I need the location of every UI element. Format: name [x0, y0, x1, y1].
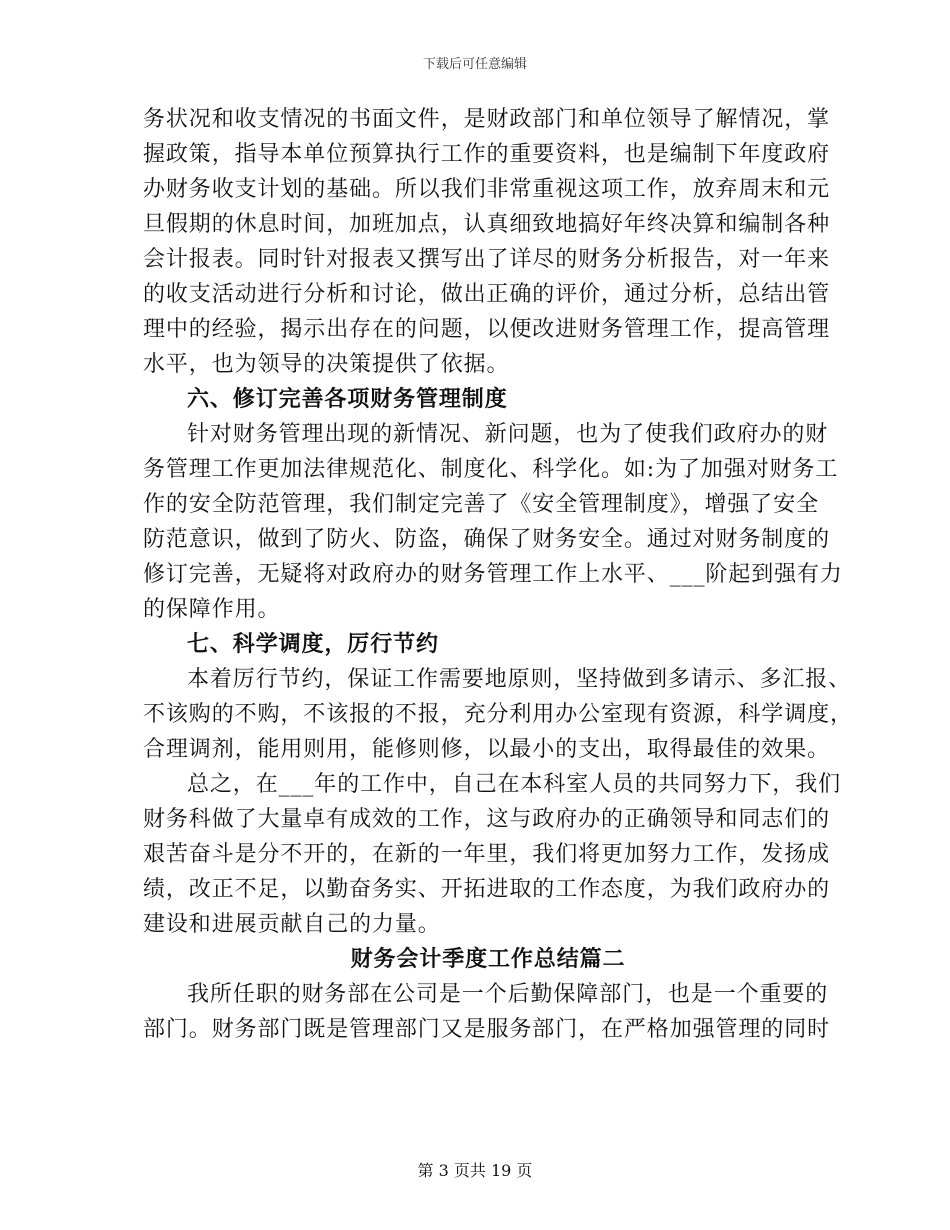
paragraph-line: 建设和进展贡献自己的力量。	[143, 912, 441, 937]
paragraph-line: 针对财务管理出现的新情况、新问题，也为了使我们政府办的财	[187, 422, 829, 447]
paragraph-line: 办财务收支计划的基础。所以我们非常重视这项工作，放弃周末和元	[143, 177, 831, 202]
paragraph-line: 旦假期的休息时间，加班加点，认真细致地搞好年终决算和编制各种	[143, 212, 831, 237]
paragraph-line: 会计报表。同时针对报表又撰写出了详尽的财务分析报告，对一年来	[143, 247, 831, 272]
paragraph-line: 绩，改正不足，以勤奋务实、开拓进取的工作态度，为我们政府办的	[143, 877, 831, 902]
paragraph-line: 务状况和收支情况的书面文件，是财政部门和单位领导了解情况，掌	[143, 107, 831, 132]
paragraph-line: 务管理工作更加法律规范化、制度化、科学化。如:为了加强对财务工	[143, 457, 839, 482]
section-heading-7: 七、科学调度，厉行节约	[187, 631, 439, 657]
paragraph-line: 财务科做了大量卓有成效的工作，这与政府办的正确领导和同志们的	[143, 807, 831, 832]
paragraph-line: 修订完善，无疑将对政府办的财务管理工作上水平、___阶起到强有力	[143, 562, 843, 587]
paragraph-line: 的收支活动进行分析和讨论，做出正确的评价，通过分析，总结出管	[143, 282, 831, 307]
paragraph-line: 总之，在___年的工作中，自己在本科室人员的共同努力下，我们	[187, 772, 842, 797]
section-heading-6: 六、修订完善各项财务管理制度	[187, 386, 508, 412]
paragraph-line: 的保障作用。	[143, 597, 281, 622]
document-body	[143, 102, 853, 1047]
paragraph-line: 作的安全防范管理，我们制定完善了《安全管理制度》，增强了安全	[143, 492, 820, 517]
page-header-note: 下载后可任意编辑	[422, 57, 527, 72]
paragraph-line: 艰苦奋斗是分不开的，在新的一年里，我们将更加努力工作，发扬成	[143, 842, 831, 867]
page-number: 第 3 页共 19 页	[417, 1161, 533, 1180]
paragraph-line: 水平，也为领导的决策提供了依据。	[143, 352, 510, 377]
paragraph-line: 握政策，指导本单位预算执行工作的重要资料，也是编制下年度政府	[143, 142, 831, 167]
paragraph-line: 部门。财务部门既是管理部门又是服务部门，在严格加强管理的同时	[143, 1017, 831, 1042]
article-title: 财务会计季度工作总结篇二	[350, 946, 626, 972]
paragraph-line: 合理调剂，能用则用，能修则修，以最小的支出，取得最佳的效果。	[143, 737, 831, 762]
paragraph-line: 理中的经验，揭示出存在的问题，以便改进财务管理工作，提高管理	[143, 317, 831, 342]
paragraph-line: 我所任职的财务部在公司是一个后勤保障部门，也是一个重要的	[187, 982, 829, 1007]
paragraph-line: 本着厉行节约，保证工作需要地原则，坚持做到多请示、多汇报、	[187, 667, 852, 692]
paragraph-line: 不该购的不购，不该报的不报，充分利用办公室现有资源，科学调度，	[143, 702, 853, 727]
paragraph-line: 防范意识，做到了防火、防盗，确保了财务安全。通过对财务制度的	[143, 527, 831, 552]
